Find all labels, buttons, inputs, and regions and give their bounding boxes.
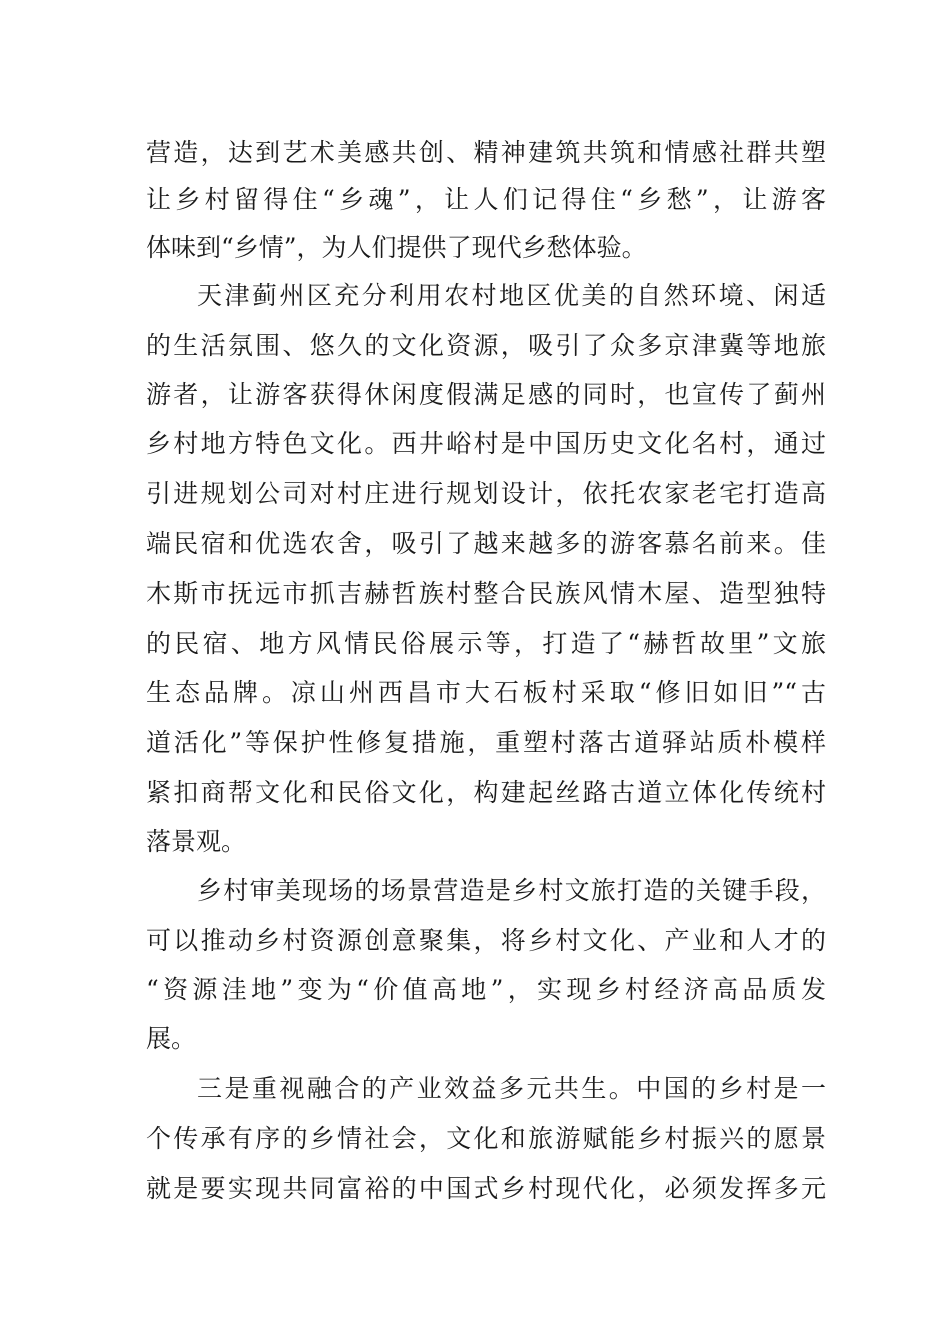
paragraph-line: 让乡村留得住“乡魂”，让人们记得住“乡愁”，让游客 [146,185,826,214]
paragraph-line: 游者，让游客获得休闲度假满足感的同时，也宣传了蓟州 [146,380,826,409]
paragraph-line: 展。 [146,1024,197,1053]
paragraph-line: 天津蓟州区充分利用农村地区优美的自然环境、闲适 [197,281,826,310]
paragraph-line: 道活化”等保护性修复措施，重塑村落古道驿站质朴模样 [146,728,826,757]
paragraph-line: 就是要实现共同富裕的中国式乡村现代化，必须发挥多元 [146,1174,826,1203]
paragraph-line: 营造，达到艺术美感共创、精神建筑共筑和情感社群共塑 [146,138,826,167]
paragraph-line: 引进规划公司对村庄进行规划设计，依托农家老宅打造高 [146,479,826,508]
paragraph-line: 的民宿、地方风情民俗展示等，打造了“赫哲故里”文旅 [146,629,826,658]
paragraph-line: 可以推动乡村资源创意聚集，将乡村文化、产业和人才的 [146,926,826,955]
paragraph-line: 体味到“乡情”，为人们提供了现代乡愁体验。 [146,233,647,262]
paragraph-line: 三是重视融合的产业效益多元共生。中国的乡村是一 [197,1074,826,1103]
paragraph-line: 乡村地方特色文化。西井峪村是中国历史文化名村，通过 [146,429,826,458]
paragraph-line: 木斯市抚远市抓吉赫哲族村整合民族风情木屋、造型独特 [146,579,826,608]
paragraph-line: 生态品牌。凉山州西昌市大石板村采取“修旧如旧”“古 [146,678,826,707]
paragraph-line: 落景观。 [146,827,247,856]
paragraph-line: “资源洼地”变为“价值高地”，实现乡村经济高品质发 [146,975,826,1004]
paragraph-line: 乡村审美现场的场景营造是乡村文旅打造的关键手段， [197,876,826,905]
paragraph-line: 个传承有序的乡情社会，文化和旅游赋能乡村振兴的愿景 [146,1124,826,1153]
paragraph-line: 紧扣商帮文化和民俗文化，构建起丝路古道立体化传统村 [146,778,826,807]
paragraph-line: 的生活氛围、悠久的文化资源，吸引了众多京津冀等地旅 [146,331,826,360]
paragraph-line: 端民宿和优选农舍，吸引了越来越多的游客慕名前来。佳 [146,529,826,558]
